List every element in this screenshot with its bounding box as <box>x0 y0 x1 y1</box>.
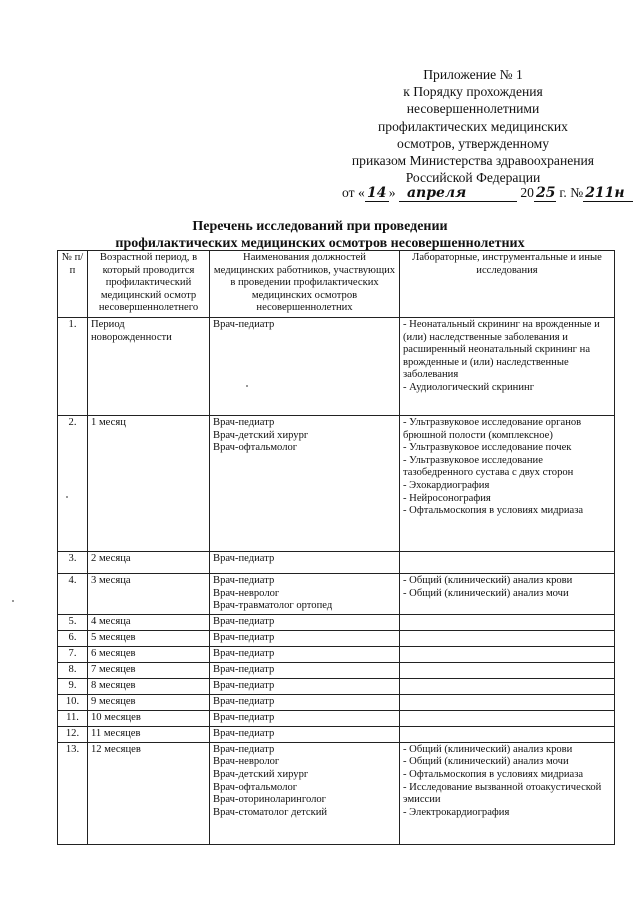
header-doctors: Наименования должностей медицинских работников, участвующих в проведении профилактических медицинских осмотров несовершеннолетних <box>210 251 400 318</box>
appendix-line: несовершеннолетними <box>406 101 540 117</box>
age-period: 5 месяцев <box>88 630 210 646</box>
doctor-item: Врач-педиатр <box>213 319 275 330</box>
doctor-item: Врач-педиатр <box>213 553 275 564</box>
doctors-cell <box>210 742 400 844</box>
doctors-cell <box>210 416 400 552</box>
doctors-cell <box>210 726 400 742</box>
doctor-item: Врач-педиатр <box>213 695 275 707</box>
table-body <box>58 318 615 845</box>
appendix-line: к Порядку прохождения <box>403 84 543 100</box>
row-number: 6. <box>58 630 88 646</box>
study-item: - Неонатальный скрининг на врожденные и (или) наследственные заболевания и расширенный неонатальный скрининг на врожденные и (или) наследственные заболевания <box>403 319 600 381</box>
table-row <box>58 630 615 646</box>
doctor-item: Врач-педиатр <box>213 663 275 675</box>
doctor-item: Врач-педиатр <box>213 727 275 739</box>
studies-cell <box>400 694 615 710</box>
doctors-cell <box>210 552 400 574</box>
document-title <box>10 218 630 252</box>
table-row <box>58 694 615 710</box>
age-period: 3 месяца <box>88 574 210 615</box>
doctor-item: Врач-педиатр <box>213 647 275 659</box>
doctor-item: Врач-педиатр <box>213 743 275 755</box>
age-period: 6 месяцев <box>88 646 210 662</box>
study-item: - Офтальмоскопия в условиях мидриаза <box>403 768 584 780</box>
table-row <box>58 574 615 615</box>
doctor-item: Врач-детский хирург <box>213 768 309 780</box>
doctors-cell <box>210 662 400 678</box>
studies-cell <box>400 630 615 646</box>
doctor-item: Врач-педиатр <box>213 631 275 643</box>
studies-cell <box>400 646 615 662</box>
doctor-item: Врач-стоматолог детский <box>213 806 328 818</box>
age-period: 8 месяцев <box>88 678 210 694</box>
age-period: 10 месяцев <box>88 710 210 726</box>
row-number: 7. <box>58 646 88 662</box>
row-number: 8. <box>58 662 88 678</box>
doctor-item: Врач-офтальмолог <box>213 781 298 793</box>
study-item: - Ультразвуковое исследование почек <box>403 442 572 454</box>
age-period: 7 месяцев <box>88 662 210 678</box>
doctor-item: Врач-педиатр <box>213 615 275 627</box>
table-row <box>58 710 615 726</box>
header-age-period: Возрастной период, в который проводится профилактический медицинский осмотр несовершеннолетнего <box>88 251 210 318</box>
table-row <box>58 646 615 662</box>
doctor-item: Врач-педиатр <box>213 679 275 691</box>
row-number: 1. <box>58 318 88 416</box>
year-prefix: 20 <box>520 185 534 200</box>
handwritten-day: 14 <box>365 186 389 202</box>
header-number: № п/п <box>58 251 88 318</box>
doctors-cell <box>210 678 400 694</box>
age-period: 11 месяцев <box>88 726 210 742</box>
date-prefix: от « <box>342 185 365 200</box>
row-number: 4. <box>58 574 88 615</box>
number-prefix: г. № <box>559 185 584 200</box>
studies-cell <box>400 552 615 574</box>
table-row <box>58 552 615 574</box>
doctor-item: Врач-офтальмолог <box>213 442 298 454</box>
appendix-line: приказом Министерства здравоохранения <box>351 153 595 169</box>
appendix-line: осмотров, утвержденному <box>396 135 550 151</box>
scan-speck <box>246 385 248 387</box>
age-period: 1 месяц <box>88 416 210 552</box>
study-item: - Общий (клинический) анализ крови <box>403 743 573 755</box>
appendix-line: Российской Федерации <box>405 170 541 186</box>
studies-cell <box>400 416 615 552</box>
table-row <box>58 614 615 630</box>
row-number: 3. <box>58 552 88 574</box>
appendix-header <box>318 66 628 186</box>
doctor-item: Врач-педиатр <box>213 417 275 428</box>
handwritten-year: 25 <box>535 185 556 201</box>
date-mid: » <box>388 185 396 200</box>
age-period: 4 месяца <box>88 614 210 630</box>
appendix-line: профилактических медицинских <box>378 118 568 134</box>
table-header-row <box>58 251 615 318</box>
studies-cell <box>400 678 615 694</box>
studies-table <box>57 250 615 845</box>
studies-cell <box>400 742 615 844</box>
age-period: 12 месяцев <box>88 742 210 844</box>
study-item: - Исследование вызванной отоакустической эмиссии <box>403 781 602 806</box>
study-item: - Ультразвуковое исследование органов брюшной полости (комплексное) <box>403 417 582 441</box>
study-item: - Общий (клинический) анализ мочи <box>403 587 569 599</box>
doctor-item: Врач-оториноларинголог <box>213 794 327 806</box>
doctors-cell <box>210 646 400 662</box>
row-number: 12. <box>58 726 88 742</box>
table-row <box>58 416 615 552</box>
age-period: 9 месяцев <box>88 694 210 710</box>
handwritten-number: 211н <box>583 186 633 202</box>
studies-cell <box>400 318 615 416</box>
age-period: Период новорожденности <box>88 318 210 416</box>
studies-cell <box>400 574 615 615</box>
order-date-number <box>342 184 632 202</box>
age-period: 2 месяца <box>88 552 210 574</box>
doctors-cell <box>210 614 400 630</box>
studies-cell <box>400 614 615 630</box>
doctor-item: Врач-педиатр <box>213 575 275 586</box>
study-item: - Офтальмоскопия в условиях мидриаза <box>403 505 584 517</box>
study-item: - Аудиологический скрининг <box>403 381 535 393</box>
doctors-cell <box>210 318 400 416</box>
title-line: Перечень исследований при проведении <box>192 219 448 234</box>
table-row <box>58 678 615 694</box>
header-studies: Лабораторные, инструментальные и иные исследования <box>400 251 615 318</box>
study-item: - Эхокардиография <box>403 479 490 491</box>
row-number: 2. <box>58 416 88 552</box>
table-row <box>58 662 615 678</box>
row-number: 5. <box>58 614 88 630</box>
doctors-cell <box>210 710 400 726</box>
row-number: 13. <box>58 742 88 844</box>
row-number: 11. <box>58 710 88 726</box>
title-line: профилактических медицинских осмотров несовершеннолетних <box>115 236 525 251</box>
study-item: - Электрокардиография <box>403 806 510 818</box>
doctor-item: Врач-педиатр <box>213 711 275 723</box>
studies-cell <box>400 662 615 678</box>
doctor-item: Врач-невролог <box>213 587 280 599</box>
scan-speck <box>12 600 14 602</box>
doctor-item: Врач-невролог <box>213 756 280 768</box>
table-row <box>58 318 615 416</box>
scan-speck <box>66 496 68 498</box>
doctors-cell <box>210 630 400 646</box>
doctors-cell <box>210 694 400 710</box>
row-number: 10. <box>58 694 88 710</box>
doctor-item: Врач-травматолог ортопед <box>213 600 333 612</box>
doctor-item: Врач-детский хирург <box>213 429 309 441</box>
appendix-line: Приложение № 1 <box>423 67 523 82</box>
study-item: - Общий (клинический) анализ мочи <box>403 756 569 768</box>
table-row <box>58 726 615 742</box>
row-number: 9. <box>58 678 88 694</box>
studies-cell <box>400 726 615 742</box>
doctors-cell <box>210 574 400 615</box>
study-item: - Ультразвуковое исследование тазобедренного сустава с двух сторон <box>403 454 574 479</box>
handwritten-month: апреля <box>399 186 517 202</box>
table-row <box>58 742 615 844</box>
studies-cell <box>400 710 615 726</box>
study-item: - Нейросонография <box>403 492 491 504</box>
study-item: - Общий (клинический) анализ крови <box>403 575 573 586</box>
